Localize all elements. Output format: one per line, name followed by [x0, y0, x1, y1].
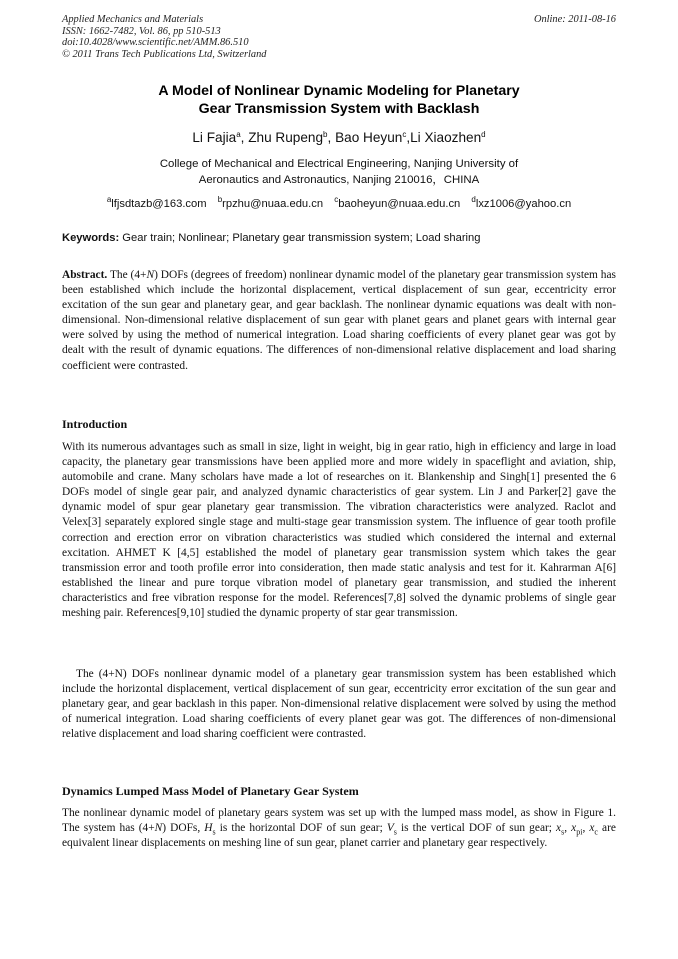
dynamics-text: ,	[564, 822, 572, 835]
author-mark: b	[323, 130, 328, 139]
paper-title	[62, 82, 616, 118]
email-item[interactable]	[334, 195, 461, 210]
email-mark: a	[106, 195, 112, 204]
email-mark: b	[217, 195, 223, 204]
keywords	[62, 231, 616, 245]
dynamics-text: ,	[582, 822, 590, 835]
introduction-paragraph-1: With its numerous advantages such as small in size, light in weight, big in gear ratio, high in efficiency and large in load capacity, the planetary gear transmissions have been applied more and more widely in spaceflight and aviation, ship, automobile and crane. Many scholars have made a lot of researches on it. Blankenship and Singh[1] presented the 6 DOFs model of single gear pair, and analyzed dynamic characteristics of gear system. Lin J and Parker[2] gave the dynamic model of spur gear planetary gear transmission. The vibration characteristics were analyzed. Raclot and Velex[3] separately explored single stage and multi-stage gear transmission system. The influence of gear tooth profile correction and erection error on vibration characteristics was studied which considered the internal and external excitation. AHMET K [4,5] established the model of planetary gear transmission system which takes the gear transmission error and tooth profile error into consideration, then made static analysis and test for it. Kahrarman A[6] established the linear and pure torque vibration model of planetary gear transmission, and studied the inherent characteristics and free vibration response for the model. References[7,8] solved the dynamic problems of single gear meshing pair. References[9,10] studied the dynamic property of star gear transmission.	[62, 441, 616, 620]
dynamics-text: ) DOFs,	[162, 822, 205, 835]
journal-doi[interactable]: doi:10.4028/www.scientific.net/AMM.86.510	[62, 37, 249, 49]
abstract-var-n: N	[146, 269, 155, 281]
dynamics-var-hs: H	[204, 822, 213, 835]
dynamics-var-n: N	[154, 822, 163, 835]
author-separator: ,	[240, 130, 249, 145]
author-mark: d	[481, 130, 486, 139]
author-list	[62, 130, 616, 146]
author-name: Zhu Rupeng	[248, 130, 324, 145]
author-name: Bao Heyun	[335, 130, 403, 145]
author-emails	[62, 197, 616, 211]
dynamics-text: The nonlinear dynamic model of planetary gears system was set up with the lumped mass model, as show in Figure 1. The system has (4+	[62, 807, 616, 835]
email-address: lxz1006@yahoo.cn	[475, 198, 572, 210]
author-separator: ,	[406, 130, 411, 145]
journal-copyright: © 2011 Trans Tech Publications Ltd, Switzerland	[62, 48, 267, 60]
email-address: rpzhu@nuaa.edu.cn	[222, 198, 324, 210]
dynamics-sub-s: s	[561, 827, 565, 837]
author-mark: a	[236, 130, 241, 139]
dynamics-text: are equivalent linear displacements on meshing line of sun gear, planet carrier and planetary gear respectively.	[62, 822, 616, 850]
email-address: baoheyun@nuaa.edu.cn	[338, 198, 461, 210]
dynamics-var-xs: x	[556, 822, 562, 835]
keywords-label: Keywords:	[62, 232, 120, 244]
keywords-text: Gear train; Nonlinear; Planetary gear transmission system; Load sharing	[119, 232, 481, 244]
author-name: Li Xiaozhen	[410, 130, 482, 145]
dynamics-text: is the vertical DOF of sun gear;	[396, 822, 557, 835]
email-mark: c	[334, 195, 339, 204]
dynamics-sub-c: c	[594, 827, 598, 837]
abstract-text: ) DOFs (degrees of freedom) nonlinear dynamic model of the planetary gear transmission system has been established which include the horizontal displacement, vertical displacement of sun gear, eccentricity error excitation of the sun gear and planetary gear, and gear backlash. The nonlinear dynamic equations was dealt with non-dimensional. Non-dimensional relative displacement of sun gear with planet gears and planet gears with internal gear were solved by using the method of numerical integration. Load sharing coefficients of every planet gear was got by dealt with the result of dynamic equations. The differences of non-dimensional relative displacement and load sharing coefficient were contrasted.	[62, 269, 616, 372]
email-item[interactable]	[106, 195, 207, 210]
paper-title-line-2: Gear Transmission System with Backlash	[198, 101, 480, 117]
journal-name: Applied Mechanics and Materials	[62, 14, 204, 25]
journal-issn: ISSN: 1662-7482, Vol. 86, pp 510-513	[62, 25, 221, 37]
email-address: lfjsdtazb@163.com	[111, 198, 207, 210]
author-mark: c	[402, 130, 407, 139]
affiliation	[62, 156, 616, 188]
dynamics-paragraph	[62, 806, 616, 851]
journal-header	[62, 14, 616, 60]
online-date: Online: 2011-08-16	[533, 14, 616, 25]
dynamics-var-xp: x	[571, 822, 577, 835]
dynamics-var-vs: V	[386, 822, 394, 835]
dynamics-sub-pi: pi	[576, 827, 583, 837]
author-name: Li Fajia	[192, 130, 237, 145]
dynamics-sub-s: s	[212, 827, 216, 837]
abstract-label: Abstract.	[62, 269, 108, 281]
dynamics-var-xc: x	[589, 822, 595, 835]
dynamics-sub-s: s	[393, 827, 397, 837]
dynamics-heading: Dynamics Lumped Mass Model of Planetary Gear System	[62, 784, 359, 798]
abstract-text: The (4+	[107, 269, 147, 281]
email-item[interactable]	[217, 195, 324, 210]
email-item[interactable]	[471, 195, 572, 210]
introduction-heading: Introduction	[62, 417, 128, 431]
paper-title-line-1: A Model of Nonlinear Dynamic Modeling for Planetary	[158, 83, 520, 99]
dynamics-text: is the horizontal DOF of sun gear;	[215, 822, 387, 835]
introduction-paragraph-2: The (4+N) DOFs nonlinear dynamic model of a planetary gear transmission system has been established which include the horizontal displacement, vertical displacement of sun gear, eccentricity error excitation of the sun gear and planetary gear, and gear backlash in this paper. Non-dimensional relative displacement were solved by using the method of numerical integration. Load sharing coefficients of every planet gear was got. The differences of non-dimensional relative displacement and load sharing coefficient were contrasted.	[62, 668, 616, 741]
affiliation-line-1: College of Mechanical and Electrical Engineering, Nanjing University of	[159, 158, 519, 170]
abstract	[62, 268, 616, 374]
email-mark: d	[471, 195, 476, 204]
author-separator: ,	[327, 130, 336, 145]
affiliation-line-2: Aeronautics and Astronautics, Nanjing 210016，CHINA	[198, 174, 480, 186]
